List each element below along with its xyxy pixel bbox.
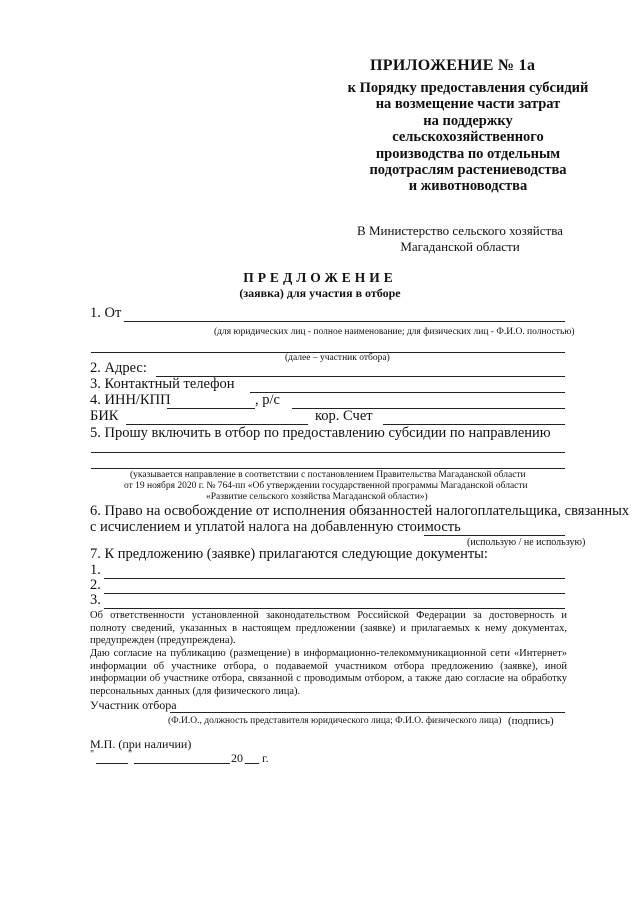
consent-statement: Даю согласие на публикацию (размещение) в информационно-телекоммуникационной сети «Интернет» информации об участнике отбора, о подаваемой участником отбора предложению (заявке), иной информации об участнике отбора, связанной с проводимым отбором, а также даю согласие на обработку персональных данных (для физического лица). [90,648,567,697]
date-line [90,751,280,765]
signature-label: Участник отбора [90,698,177,712]
item6-field[interactable] [424,535,565,536]
item5-note: «Развитие сельского хозяйства Магаданской области») [206,492,428,502]
appendix-line: производства по отдельным [375,145,561,162]
appendix-line: и животноводства [408,178,528,195]
inn-field[interactable] [167,408,255,409]
from-note: (для юридических лиц - полное наименование; для физических лиц - Ф.И.О. полностью) [214,327,575,337]
doc-item-number: 2. [90,577,101,593]
from-label: 1. От [90,305,122,321]
item5-note: от 19 ноября 2020 г. № 764-пп «Об утверждении государственной программы Магаданской области [124,481,528,491]
rs-label: , р/с [255,392,280,408]
document-subtitle: (заявка) для участия в отборе [239,286,401,300]
item6-text: 6. Право на освобождение от исполнения обязанностей налогоплательщика, связанных [90,503,630,519]
date-quote-open: " [90,749,95,760]
date-year-suffix: г. [262,751,269,765]
participant-note: (далее – участник отбора) [285,353,390,363]
date-year-field[interactable] [245,763,259,764]
bik-label: БИК [90,408,119,424]
item7-label: 7. К предложению (заявке) прилагаются следующие документы: [90,546,488,562]
item5-field-1[interactable] [91,452,565,453]
date-month-field[interactable] [134,763,230,764]
item5-text: 5. Прошу включить в отбор по предоставлению субсидии по направлению [90,425,551,441]
date-quote-close: " [128,749,133,760]
signature-name-note: (Ф.И.О., должность представителя юридического лица; Ф.И.О. физического лица) [168,716,502,726]
signature-sign-note: (подпись) [508,715,554,727]
appendix-line: подотраслям растениеводства [369,162,567,179]
address-label: 2. Адрес: [90,360,147,376]
phone-label: 3. Контактный телефон [90,376,235,392]
appendix-subtitle [318,80,618,195]
appendix-title: ПРИЛОЖЕНИЕ № 1а [370,57,536,74]
date-year-prefix: 20 [231,751,243,765]
document-title: ПРЕДЛОЖЕНИЕ [243,270,397,285]
item5-field-2[interactable] [91,468,565,469]
addressee-line: В Министерство сельского хозяйства [357,223,563,238]
item6-text: с исчислением и уплатой налога на добавленную стоимость [90,519,461,535]
appendix-line: на поддержку [423,112,513,129]
inn-label: 4. ИНН/КПП [90,392,171,408]
addressee-line: Магаданской области [400,239,520,254]
stamp-label: М.П. (при наличии) [90,737,192,751]
item5-note: (указывается направление в соответствии с постановлением Правительства Магаданской области [130,470,526,480]
doc-item-number: 1. [90,562,101,578]
doc-item-field[interactable] [104,578,565,579]
appendix-line: сельскохозяйственного [392,129,544,146]
responsibility-statement: Об ответственности установленной законодательством Российской Федерации за достоверность и полноту сведений, указанных в настоящем предложении (заявке) и прилагаемых к нему документах, предупрежден (предупреждена). [90,610,567,646]
phone-field[interactable] [250,392,565,393]
date-day-field[interactable] [96,763,128,764]
signature-field[interactable] [170,712,565,713]
from-field[interactable] [124,321,565,322]
item6-note: (использую / не использую) [467,537,586,548]
doc-item-number: 3. [90,592,101,608]
doc-item-field[interactable] [104,593,565,594]
appendix-line: на возмещение части затрат [375,96,561,113]
appendix-line: к Порядку предоставления субсидий [347,80,589,96]
kor-label: кор. Счет [315,408,373,424]
doc-item-field[interactable] [104,608,565,609]
addressee [350,223,570,255]
